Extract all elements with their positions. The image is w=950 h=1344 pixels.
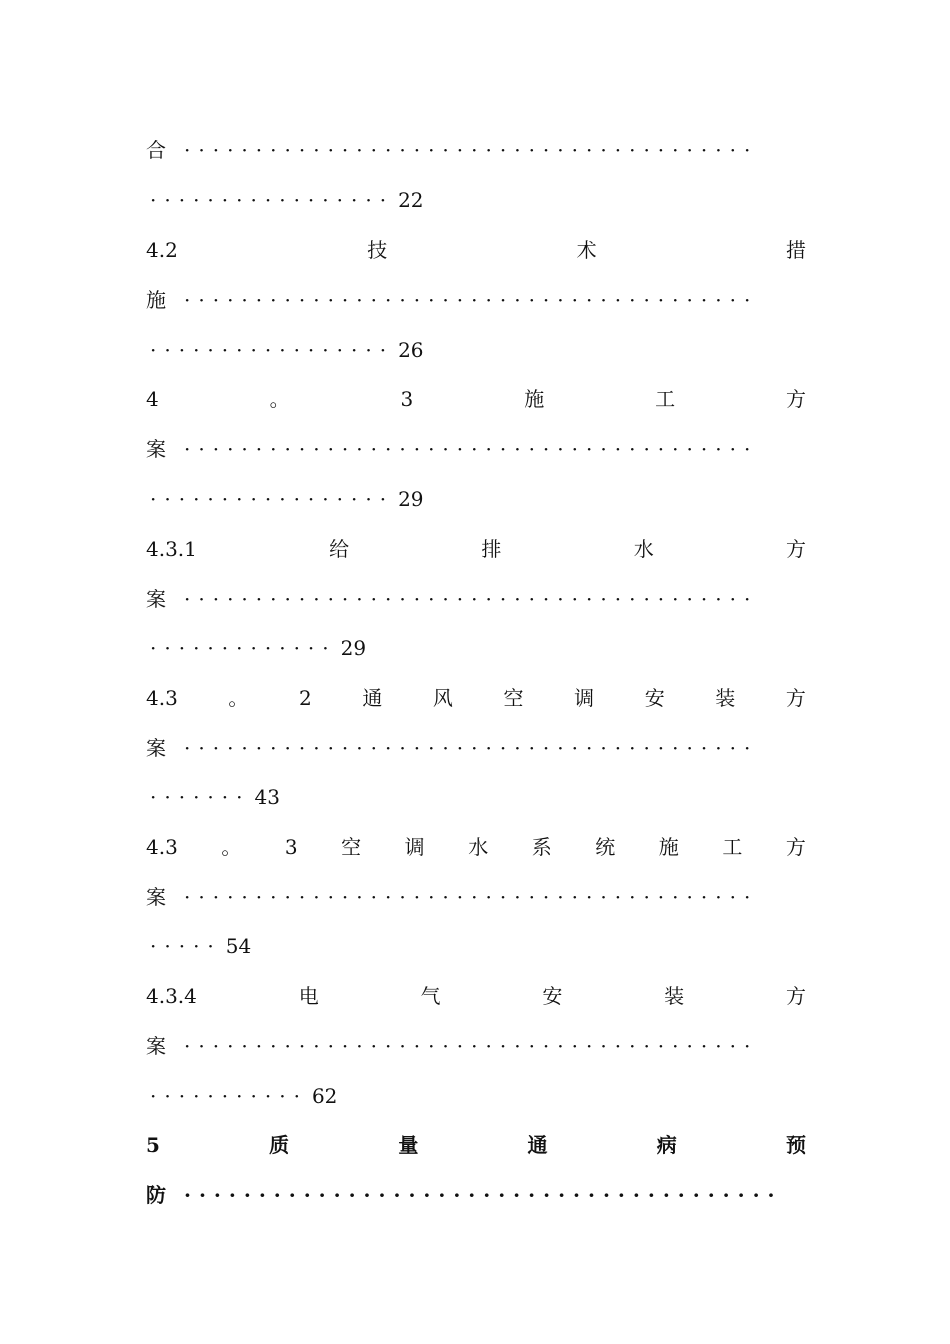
toc-entry-page-line[interactable] <box>146 1081 806 1111</box>
toc-page-number: 62 <box>311 1084 338 1108</box>
toc-title-char: 空 <box>341 835 362 859</box>
toc-entry-tail[interactable] <box>146 1031 806 1061</box>
toc-page-number: 43 <box>254 785 280 809</box>
toc-title-char: 。 <box>228 686 249 710</box>
toc-leader-dots: ······· <box>150 785 251 809</box>
toc-title-char: 技 <box>367 238 388 262</box>
toc-entry-page-line[interactable] <box>146 335 806 365</box>
toc-leader-dots: ················· <box>150 487 395 511</box>
toc-leader-dots: ········································ <box>184 736 759 760</box>
toc-title-char: 。 <box>269 387 290 411</box>
toc-leader-dots: ········································ <box>184 437 759 461</box>
toc-page-number: 54 <box>225 934 252 958</box>
toc-title-char: 空 <box>503 686 524 710</box>
toc-entry-heading[interactable] <box>146 981 806 1011</box>
toc-title-char: 调 <box>574 686 595 710</box>
toc-tail-char: 案 <box>146 885 166 909</box>
toc-title-char: 方 <box>786 387 806 411</box>
toc-entry-page-line[interactable] <box>146 484 806 514</box>
toc-title-char: 调 <box>404 835 425 859</box>
toc-section-number: 4.2 <box>146 238 178 262</box>
toc-leader-dots: ··········· <box>150 1084 308 1108</box>
toc-entry-page-line[interactable] <box>146 185 806 215</box>
toc-page-number: 26 <box>398 338 424 362</box>
toc-entry-heading[interactable] <box>146 534 806 564</box>
toc-entry-heading[interactable] <box>146 235 806 265</box>
toc-title-char: 量 <box>398 1133 419 1157</box>
toc-title-char: 安 <box>644 686 665 710</box>
toc-entry-tail[interactable] <box>146 882 806 912</box>
toc-title-char: 方 <box>785 984 806 1008</box>
toc-title-char: 通 <box>362 686 383 710</box>
toc-entry-tail[interactable] <box>146 135 806 165</box>
toc-title-char: 水 <box>468 835 489 859</box>
toc-leader-dots: ········································ <box>184 1034 759 1058</box>
toc-entry-page-line[interactable] <box>146 931 806 961</box>
toc-title-char: 排 <box>481 537 502 561</box>
toc-leader-dots: ····· <box>150 934 222 958</box>
toc-title-char: 水 <box>633 537 654 561</box>
toc-section-number: 4.3 <box>146 686 178 710</box>
toc-title-char: 施 <box>524 387 545 411</box>
toc-section-number: 4.3.1 <box>146 537 197 561</box>
toc-title-char: 装 <box>715 686 736 710</box>
toc-section-number: 4.3 <box>146 835 178 859</box>
toc-tail-char: 案 <box>146 736 166 760</box>
toc-title-char: 2 <box>299 686 312 710</box>
toc-title-char: 统 <box>595 835 616 859</box>
toc-leader-dots: ················· <box>150 338 395 362</box>
toc-tail-char: 案 <box>146 437 166 461</box>
toc-title-char: 通 <box>527 1133 548 1157</box>
toc-page-number: 22 <box>398 188 424 212</box>
toc-entry-tail[interactable] <box>146 285 806 315</box>
toc-title-char: 气 <box>420 984 441 1008</box>
toc-title-char: 措 <box>785 238 806 262</box>
toc-leader-dots: ············· <box>150 636 337 660</box>
toc-section-number: 4 <box>146 387 159 411</box>
toc-entry-heading[interactable] <box>146 832 806 862</box>
toc-title-char: 方 <box>785 537 806 561</box>
toc-section-number: 4.3.4 <box>146 984 197 1008</box>
toc-title-char: 预 <box>785 1133 806 1157</box>
toc-tail-char: 合 <box>146 138 166 162</box>
toc-title-char: 风 <box>432 686 453 710</box>
toc-title-char: 给 <box>329 537 350 561</box>
toc-page-number: 29 <box>398 487 424 511</box>
toc-title-char: 病 <box>656 1133 677 1157</box>
toc-leader-dots: ········································ <box>184 885 759 909</box>
toc-title-char: 安 <box>542 984 563 1008</box>
toc-tail-char: 防 <box>146 1183 166 1207</box>
toc-page-number: 29 <box>340 636 367 660</box>
toc-section-number: 5 <box>146 1133 160 1157</box>
toc-title-char: 工 <box>722 835 743 859</box>
toc-leader-dots: ········································ <box>184 138 759 162</box>
toc-title-char: 电 <box>298 984 319 1008</box>
toc-title-char: 术 <box>576 238 597 262</box>
toc-entry-tail[interactable] <box>146 434 806 464</box>
toc-tail-char: 案 <box>146 1034 166 1058</box>
toc-tail-char: 施 <box>146 288 166 312</box>
toc-title-char: 工 <box>655 387 676 411</box>
toc-title-char: 装 <box>664 984 685 1008</box>
toc-entry-page-line[interactable] <box>146 633 806 663</box>
toc-leader-dots: ········································ <box>184 587 759 611</box>
toc-entry-tail[interactable] <box>146 1180 806 1210</box>
toc-entry-heading[interactable] <box>146 384 806 414</box>
toc-leader-dots: ················· <box>150 188 395 212</box>
toc-title-char: 3 <box>284 835 298 859</box>
toc-title-char: 3 <box>400 387 414 411</box>
toc-title-char: 质 <box>269 1133 290 1157</box>
toc-entry-tail[interactable] <box>146 584 806 614</box>
toc-entry-heading[interactable] <box>146 683 806 713</box>
toc-title-char: 方 <box>785 835 806 859</box>
toc-leader-dots: ········································ <box>184 1183 783 1207</box>
toc-title-char: 施 <box>658 835 679 859</box>
toc-entry-page-line[interactable] <box>146 782 806 812</box>
toc-title-char: 系 <box>531 835 552 859</box>
toc-title-char: 。 <box>221 835 242 859</box>
toc-entry-heading[interactable] <box>146 1130 806 1160</box>
toc-entry-tail[interactable] <box>146 733 806 763</box>
toc-title-char: 方 <box>785 686 806 710</box>
toc-leader-dots: ········································ <box>184 288 759 312</box>
toc-tail-char: 案 <box>146 587 166 611</box>
